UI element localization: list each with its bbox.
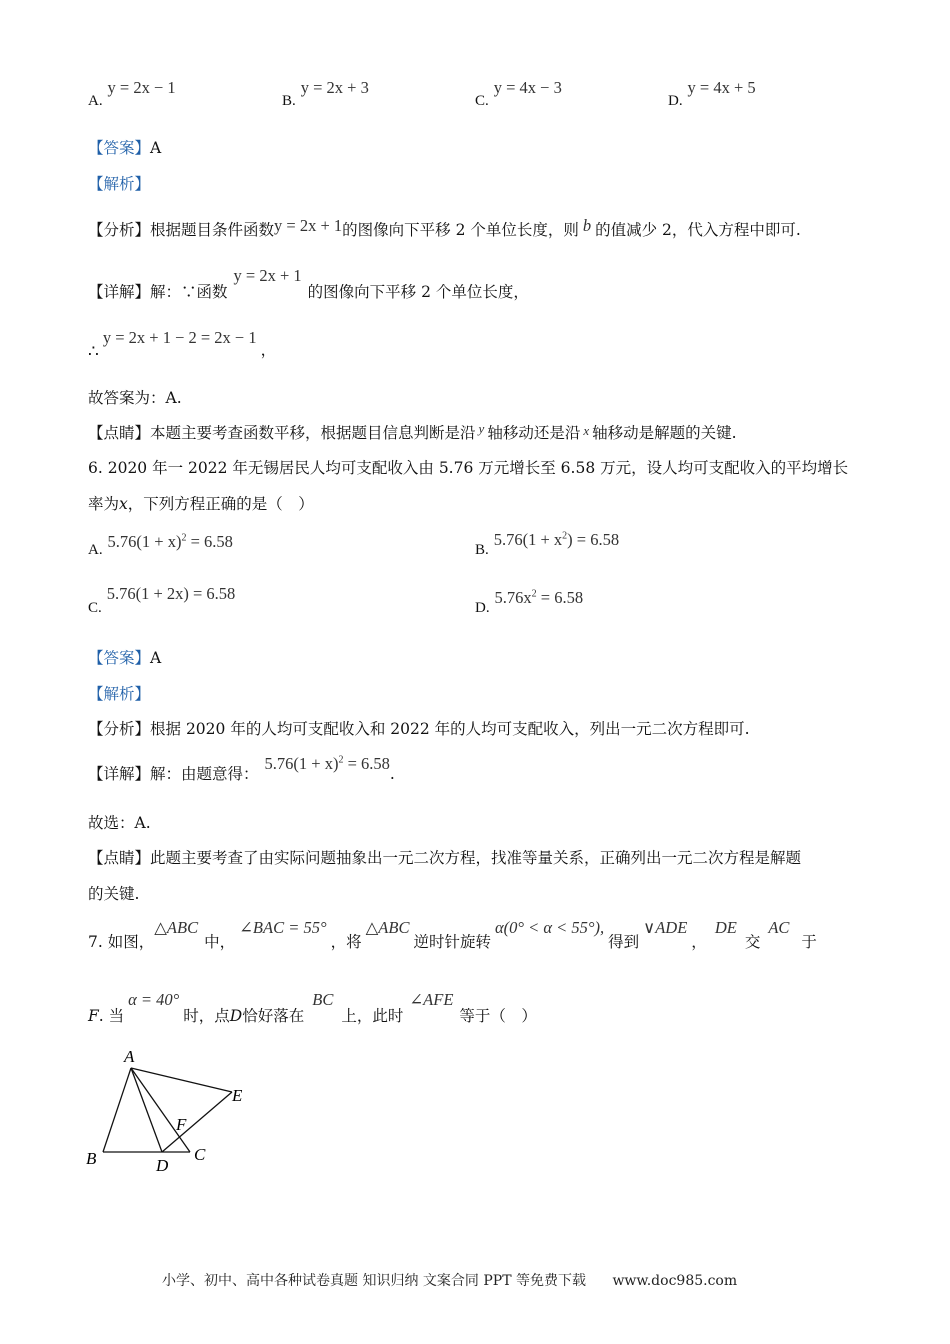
q5-option-b — [282, 78, 369, 109]
segment-de — [162, 1092, 232, 1152]
math-angle-afe: ∠AFE — [409, 990, 454, 1009]
comment-y: y — [478, 421, 485, 436]
fenxi-text-2: 的图像向下平移 2 个单位长度，则 — [342, 221, 579, 239]
math-triangle-abc-2: △ABC — [365, 918, 410, 937]
option-letter: D. — [475, 600, 490, 616]
geometry-figure — [80, 1040, 280, 1180]
label-b: B — [86, 1149, 97, 1168]
option-expression: 5.76(1 + 2x) = 6.58 — [106, 584, 236, 603]
math-alpha-range: α(0° < α < 55°), — [494, 918, 605, 937]
option-letter: B. — [475, 542, 489, 558]
math-de: DE — [714, 918, 737, 937]
answer-tag: 【答案】 — [88, 649, 151, 667]
segment-ae — [131, 1068, 232, 1092]
q6-detail — [88, 752, 395, 783]
comment-text: 此题主要考查了由实际问题抽象出一元二次方程，找准等量关系，正确列出一元二次方程是解题 — [150, 849, 802, 867]
q6-fenxi — [88, 717, 750, 739]
q6-comment-line1 — [88, 846, 801, 868]
math-triangle-abc: △ABC — [154, 918, 199, 937]
option-expression: $5.76(1 + x^2) = 6.58$ — [493, 530, 620, 549]
detail-text-2: 的图像向下平移 2 个单位长度， — [307, 283, 529, 301]
fenxi-tag: 【分析】 — [88, 221, 151, 239]
q6-comment-line2: 的关键. — [88, 885, 140, 903]
option-expression: y = 2x − 1 — [107, 78, 176, 97]
answer-value: A — [150, 649, 162, 667]
detail-text-1: 解：∵函数 — [150, 283, 228, 301]
q5-conclusion: 故答案为：A. — [88, 389, 182, 407]
q6-stem-line1: 6. 2020 年一 2022 年无锡居民人均可支配收入由 5.76 万元增长至 6.58 万元，设人均可支配收入的平均增长 — [88, 459, 849, 477]
q5-analysis-tag: 【解析】 — [88, 175, 151, 193]
math-triangle-ade: ∨ADE — [643, 918, 688, 937]
option-expression: y = 4x − 3 — [493, 78, 562, 97]
option-letter: A. — [88, 542, 103, 558]
option-letter: C. — [475, 93, 489, 109]
segment-ab — [103, 1068, 131, 1152]
option-letter: A. — [88, 93, 103, 109]
segment-ad — [131, 1068, 162, 1152]
math-alpha-value: α = 40° — [128, 990, 180, 1009]
q6-analysis-tag: 【解析】 — [88, 685, 151, 703]
step-expression: y = 2x + 1 − 2 = 2x − 1 — [102, 328, 257, 347]
q7-stem-line1: 7. 如图，△ABC中，∠BAC = 55°，将△ABC逆时针旋转α(0° < α < 55°),得到∨ADE，DE交AC于 — [88, 918, 817, 951]
comment-tag: 【点睛】 — [88, 849, 151, 867]
q6-option-c — [88, 584, 236, 616]
math-angle-bac: ∠BAC = 55° — [239, 918, 327, 937]
fenxi-text: 根据 2020 年的人均可支配收入和 2022 年的人均可支配收入，列出一元二次方程即可. — [150, 720, 750, 738]
therefore-symbol: ∴ — [88, 342, 99, 362]
comment-tag: 【点睛】 — [88, 424, 151, 442]
math-ac: AC — [768, 918, 790, 937]
footer — [162, 1270, 737, 1290]
label-c: C — [194, 1145, 206, 1164]
option-expression: $5.76(1 + x)^2 = 6.58$ — [107, 532, 233, 551]
comment-x: x — [583, 423, 590, 438]
option-letter: B. — [282, 93, 296, 109]
q5-detail — [88, 264, 529, 301]
q5-option-c — [475, 78, 562, 109]
q5-fenxi — [88, 218, 801, 240]
q5-step — [88, 326, 277, 362]
detail-text: 解：由题意得： — [150, 765, 259, 783]
detail-end: . — [389, 765, 395, 783]
q5-answer — [88, 136, 161, 158]
q6-option-d — [475, 588, 584, 616]
q6-option-a — [88, 532, 233, 558]
option-letter: C. — [88, 600, 102, 616]
q5-comment — [88, 421, 737, 443]
option-letter: D. — [668, 93, 683, 109]
stem-text: 率为 — [88, 495, 120, 513]
step-comma: ， — [260, 341, 277, 359]
fenxi-b: b — [582, 216, 592, 235]
option-expression: $5.76x^2 = 6.58$ — [494, 588, 584, 607]
comment-text-1: 本题主要考查函数平移，根据题目信息判断是沿 — [150, 424, 476, 442]
q6-option-b — [475, 530, 620, 558]
label-a: A — [124, 1047, 135, 1066]
segment-ac — [131, 1068, 190, 1152]
fenxi-text-3: 的值减少 2，代入方程中即可. — [595, 221, 801, 239]
detail-tag: 【详解】 — [88, 283, 151, 301]
footer-text: 小学、初中、高中各种试卷真题 知识归纳 文案合同 PPT 等免费下载 — [162, 1273, 586, 1289]
label-d: D — [156, 1156, 169, 1175]
q7-stem-line2: F. 当α = 40°时，点D恰好落在BC上，此时∠AFE等于（ ） — [88, 990, 537, 1025]
label-e: E — [232, 1086, 243, 1105]
q6-conclusion: 故选：A. — [88, 814, 151, 832]
answer-tag: 【答案】 — [88, 139, 151, 157]
fenxi-tag: 【分析】 — [88, 720, 151, 738]
option-expression: y = 4x + 5 — [687, 78, 756, 97]
q6-stem-line2 — [88, 492, 314, 514]
math-bc: BC — [312, 990, 334, 1009]
answer-value: A — [150, 139, 162, 157]
fenxi-text-1: 根据题目条件函数 — [150, 221, 275, 239]
detail-expression: y = 2x + 1 — [233, 266, 302, 285]
detail-tag: 【详解】 — [88, 765, 151, 783]
fenxi-expression: y = 2x + 1 — [274, 216, 343, 235]
stem-text-2: ，下列方程正确的是（ ） — [127, 495, 314, 513]
option-expression: y = 2x + 3 — [300, 78, 369, 97]
q5-option-a — [88, 78, 176, 109]
detail-expression: $5.76(1 + x)^2 = 6.58$ — [264, 754, 390, 773]
stem-variable: x — [119, 495, 128, 513]
footer-url[interactable]: www.doc985.com — [612, 1273, 738, 1289]
comment-text-2: 轴移动还是沿 — [487, 424, 581, 442]
q5-option-d — [668, 78, 756, 109]
comment-text-3: 轴移动是解题的关键. — [592, 424, 737, 442]
q6-answer — [88, 646, 161, 668]
label-f: F — [176, 1115, 187, 1134]
